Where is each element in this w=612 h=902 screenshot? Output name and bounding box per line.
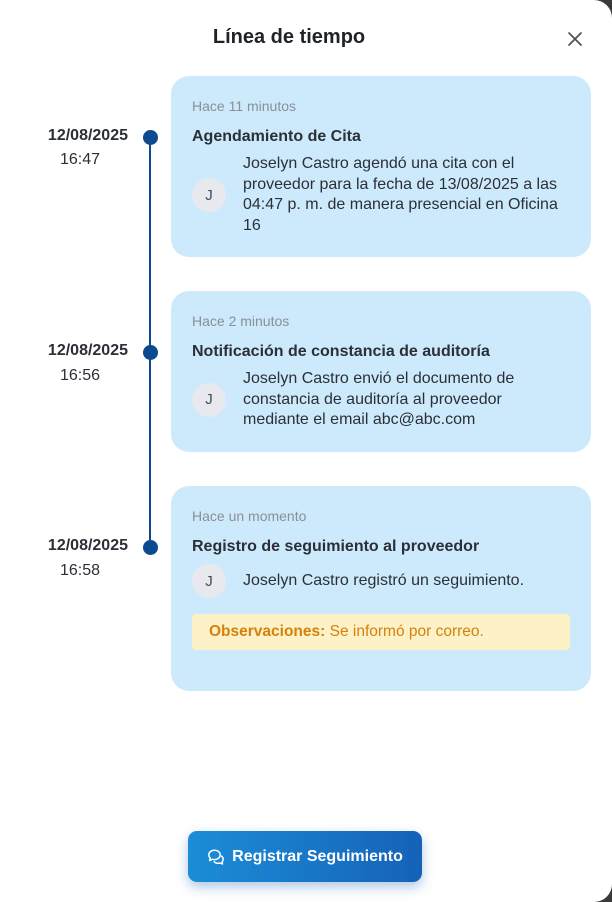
register-follow-up-label: Registrar Seguimiento	[232, 847, 403, 865]
avatar: J	[192, 564, 226, 598]
timeline-card	[171, 76, 591, 257]
event-title: Agendamiento de Cita	[192, 128, 361, 145]
observations-box	[192, 614, 570, 650]
event-time: 16:47	[59, 151, 100, 168]
timeline-card	[171, 486, 591, 691]
timeline-card	[171, 291, 591, 452]
event-relative-time: Hace 2 minutos	[192, 313, 290, 329]
event-time: 16:56	[59, 367, 100, 384]
chat-bubbles-icon	[207, 848, 225, 866]
event-relative-time: Hace un momento	[192, 508, 307, 524]
event-description: Joselyn Castro agendó una cita con el proveedor para la fecha de 13/08/2025 a las 04:47 p. m. de manera presencial en Oficina 16	[243, 155, 558, 234]
event-relative-time: Hace 11 minutos	[192, 98, 297, 114]
observations-label: Observaciones:	[209, 623, 326, 640]
timeline-line	[149, 137, 151, 548]
close-button[interactable]	[562, 26, 588, 52]
event-date: 12/08/2025	[47, 342, 128, 359]
event-title: Registro de seguimiento al proveedor	[192, 538, 480, 555]
event-title: Notificación de constancia de auditoría	[192, 343, 490, 360]
event-time: 16:58	[59, 562, 100, 579]
close-icon	[562, 26, 588, 52]
panel-title: Línea de tiempo	[212, 26, 366, 48]
timeline-dot	[143, 130, 158, 145]
timeline-dot	[143, 345, 158, 360]
register-follow-up-button[interactable]	[188, 831, 422, 882]
event-description: Joselyn Castro envió el documento de constancia de auditoría al proveedor mediante el email abc@abc.com	[243, 370, 515, 428]
event-description: Joselyn Castro registró un seguimiento.	[243, 571, 525, 589]
event-date: 12/08/2025	[47, 537, 128, 554]
avatar: J	[192, 178, 226, 212]
event-date: 12/08/2025	[47, 127, 128, 144]
avatar: J	[192, 383, 226, 417]
observations-text: Se informó por correo.	[329, 623, 484, 640]
timeline-dot	[143, 540, 158, 555]
